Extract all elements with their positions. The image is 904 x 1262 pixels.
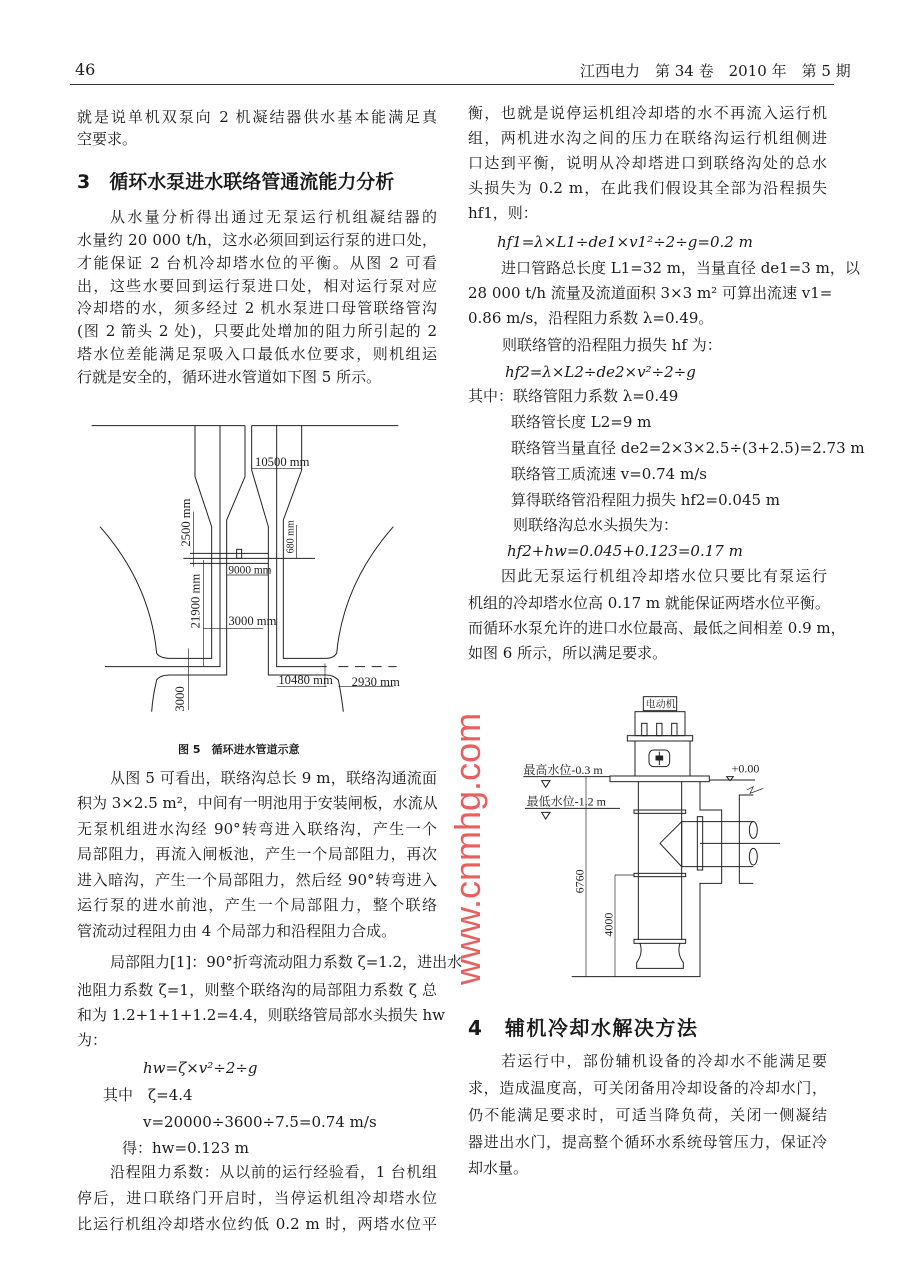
text-line: 为： <box>77 1031 108 1049</box>
formula-total: hf2+hw=0.045+0.123=0.17 m <box>507 542 743 560</box>
text-line: 局部阻力，再流入闸板池，产生一个局部阻力，再次 <box>77 845 437 863</box>
text-line: 运行泵的进水前池，产生一个局部阻力，整个联络 <box>77 896 437 914</box>
formula-zeta: 其中 ζ=4.4 <box>103 1086 193 1104</box>
text-line: 而循环水泵允许的进口水位最高、最低之间相差 0.9 m， <box>468 619 846 637</box>
text-line: 从水量分析得出通过无泵运行机组凝结器的 <box>110 208 437 226</box>
formula-hw: hw=ζ×v²÷2÷g <box>143 1059 258 1077</box>
text-line: 停后，进口联络门开启时，当停运机组冷却塔水位 <box>77 1189 437 1207</box>
text-line: 进入暗沟，产生一个局部阻力，然后经 90°转弯进入 <box>77 871 437 889</box>
text-line: 池阻力系数 ζ=1，则整个联络沟的局部阻力系数 ζ 总 <box>77 981 437 999</box>
text-line: 无泵机组进水沟经 90°转弯进入联络沟，产生一个 <box>77 820 437 838</box>
where-item: 算得联络管沿程阻力损失 hf2=0.045 m <box>511 491 781 509</box>
figure-6-pump-diagram <box>500 680 800 1000</box>
low-level-label: 最低水位-1.2 m <box>526 794 607 809</box>
text-line: 塔水位差能满足泵吸入口最低水位要求，则机组运 <box>77 345 437 363</box>
header-rule <box>70 84 834 85</box>
dim-label: 9000 mm <box>228 564 272 577</box>
figure-5-pipe-diagram <box>60 410 460 750</box>
text-line: 局部阻力[1]：90°折弯流动阻力系数 ζ=1.2，进出水 <box>110 953 463 971</box>
watermark: www.cnmhg.com <box>447 712 488 985</box>
figure-5-caption: 图 5 循环进水管道示意 <box>178 743 300 756</box>
text-line: 就是说单机双泵向 2 机凝结器供水基本能满足真 <box>77 108 437 126</box>
text-line: hf1，则： <box>468 204 538 222</box>
text-line: (图 2 箭头 2 处)，只要此处增加的阻力所引起的 2 <box>77 322 437 340</box>
text-line: 冷却塔的水，须多经过 2 机水泵进口母管联络管沟 <box>77 299 437 317</box>
formula-hf2: hf2=λ×L2÷de2×v²÷2÷g <box>505 363 696 381</box>
dim-label: 6760 <box>572 869 587 894</box>
text-line: 空要求。 <box>77 130 138 148</box>
formula-hf1: hf1=λ×L1÷de1×v1²÷2÷g=0.2 m <box>497 233 753 251</box>
where-item: 其中：联络管阻力系数 λ=0.49 <box>468 387 679 405</box>
dim-label: 2500 mm <box>179 498 193 547</box>
text-line: 才能保证 2 台机冷却塔水位的平衡。从图 2 可看 <box>77 254 437 272</box>
text-line: 出，这些水要回到运行泵进口处，相对运行泵对应 <box>77 277 437 295</box>
text-line: 比运行机组冷却塔水位约低 0.2 m 时，两塔水位平 <box>77 1215 437 1233</box>
text-line: 衡，也就是说停运机组冷却塔的水不再流入运行机 <box>468 104 827 122</box>
text-line: 水量约 20 000 t/h，这水必须回到运行泵的进口处， <box>77 231 437 249</box>
text-line: 机组的冷却塔水位高 0.17 m 就能保证两塔水位平衡。 <box>468 594 830 612</box>
dim-label: 21900 mm <box>188 573 203 629</box>
text-line: 口达到平衡，说明从冷却塔进口到联络沟处的总水 <box>468 154 827 172</box>
result-hw: 得：hw=0.123 m <box>122 1139 250 1157</box>
text-line: 沿程阻力系数：从以前的运行经验看，1 台机组 <box>110 1163 437 1181</box>
dim-label: 3000 <box>173 686 187 712</box>
motor-label: 电动机 <box>645 699 676 711</box>
text-line: 器进出水门，提高整个循环水系统母管压力，保证冷 <box>468 1133 827 1151</box>
text-line: 求，造成温度高，可关闭备用冷却设备的冷却水门， <box>468 1079 827 1097</box>
dim-label: 10480 mm <box>278 673 333 687</box>
text-line: 则联络沟总水头损失为： <box>513 516 679 534</box>
text-line: 头损失为 0.2 m，在此我们假设其全部为沿程损失 <box>468 179 827 197</box>
text-line: 因此无泵运行机组冷却塔水位只要比有泵运行 <box>501 567 827 585</box>
text-line: 管流动过程阻力由 4 个局部力和沿程阻力合成。 <box>77 922 397 940</box>
text-line: 0.86 m/s，沿程阻力系数 λ=0.49。 <box>468 309 714 327</box>
where-item: 联络管长度 L2=9 m <box>511 413 652 431</box>
journal-header: 江西电力 第 34 卷 2010 年 第 5 期 <box>580 62 851 80</box>
where-item: 联络管工质流速 v=0.74 m/s <box>511 465 707 483</box>
text-line: 则联络管的沿程阻力损失 hf 为： <box>502 336 722 354</box>
high-level-label: 最高水位-0.3 m <box>523 763 603 777</box>
text-line: 仍不能满足要求时，可适当降负荷，关闭一侧凝结 <box>468 1106 827 1124</box>
datum-label: +0.00 <box>731 761 760 776</box>
text-line: 28 000 t/h 流量及流道面积 3×3 m² 可算出流速 v1= <box>468 284 833 302</box>
text-line: 和为 1.2+1+1+1.2=4.4，则联络管局部水头损失 hw <box>77 1006 445 1024</box>
text-line: 组，两机进水沟之间的压力在联络沟运行机组侧进 <box>468 129 827 147</box>
dim-label: 3000 mm <box>228 614 277 628</box>
text-line: 积为 3×2.5 m²，中间有一明池用于安装闸板，水流从 <box>77 794 438 812</box>
dim-label: 4000 <box>601 912 616 937</box>
text-line: 如图 6 所示，所以满足要求。 <box>468 644 668 662</box>
section-3-heading: 3 循环水泵进水联络管通流能力分析 <box>77 171 395 193</box>
formula-v: v=20000÷3600÷7.5=0.74 m/s <box>143 1113 377 1131</box>
page-number: 46 <box>75 60 96 79</box>
section-4-heading: 4 辅机冷却水解决方法 <box>468 1016 699 1040</box>
where-item: 联络管当量直径 de2=2×3×2.5÷(3+2.5)=2.73 m <box>511 439 865 457</box>
dim-label: 2930 mm <box>351 675 400 689</box>
text-line: 进口管路总长度 L1=32 m，当量直径 de1=3 m，以 <box>501 259 860 277</box>
dim-label: 10500 mm <box>255 455 310 469</box>
text-line: 从图 5 可看出，联络沟总长 9 m，联络沟通流面 <box>110 769 437 787</box>
text-line: 却水量。 <box>468 1159 529 1177</box>
text-line: 行就是安全的，循环进水管道如下图 5 所示。 <box>77 368 382 386</box>
text-line: 若运行中，部份辅机设备的冷却水不能满足要 <box>501 1052 827 1070</box>
dim-label: 680 mm <box>285 520 297 554</box>
